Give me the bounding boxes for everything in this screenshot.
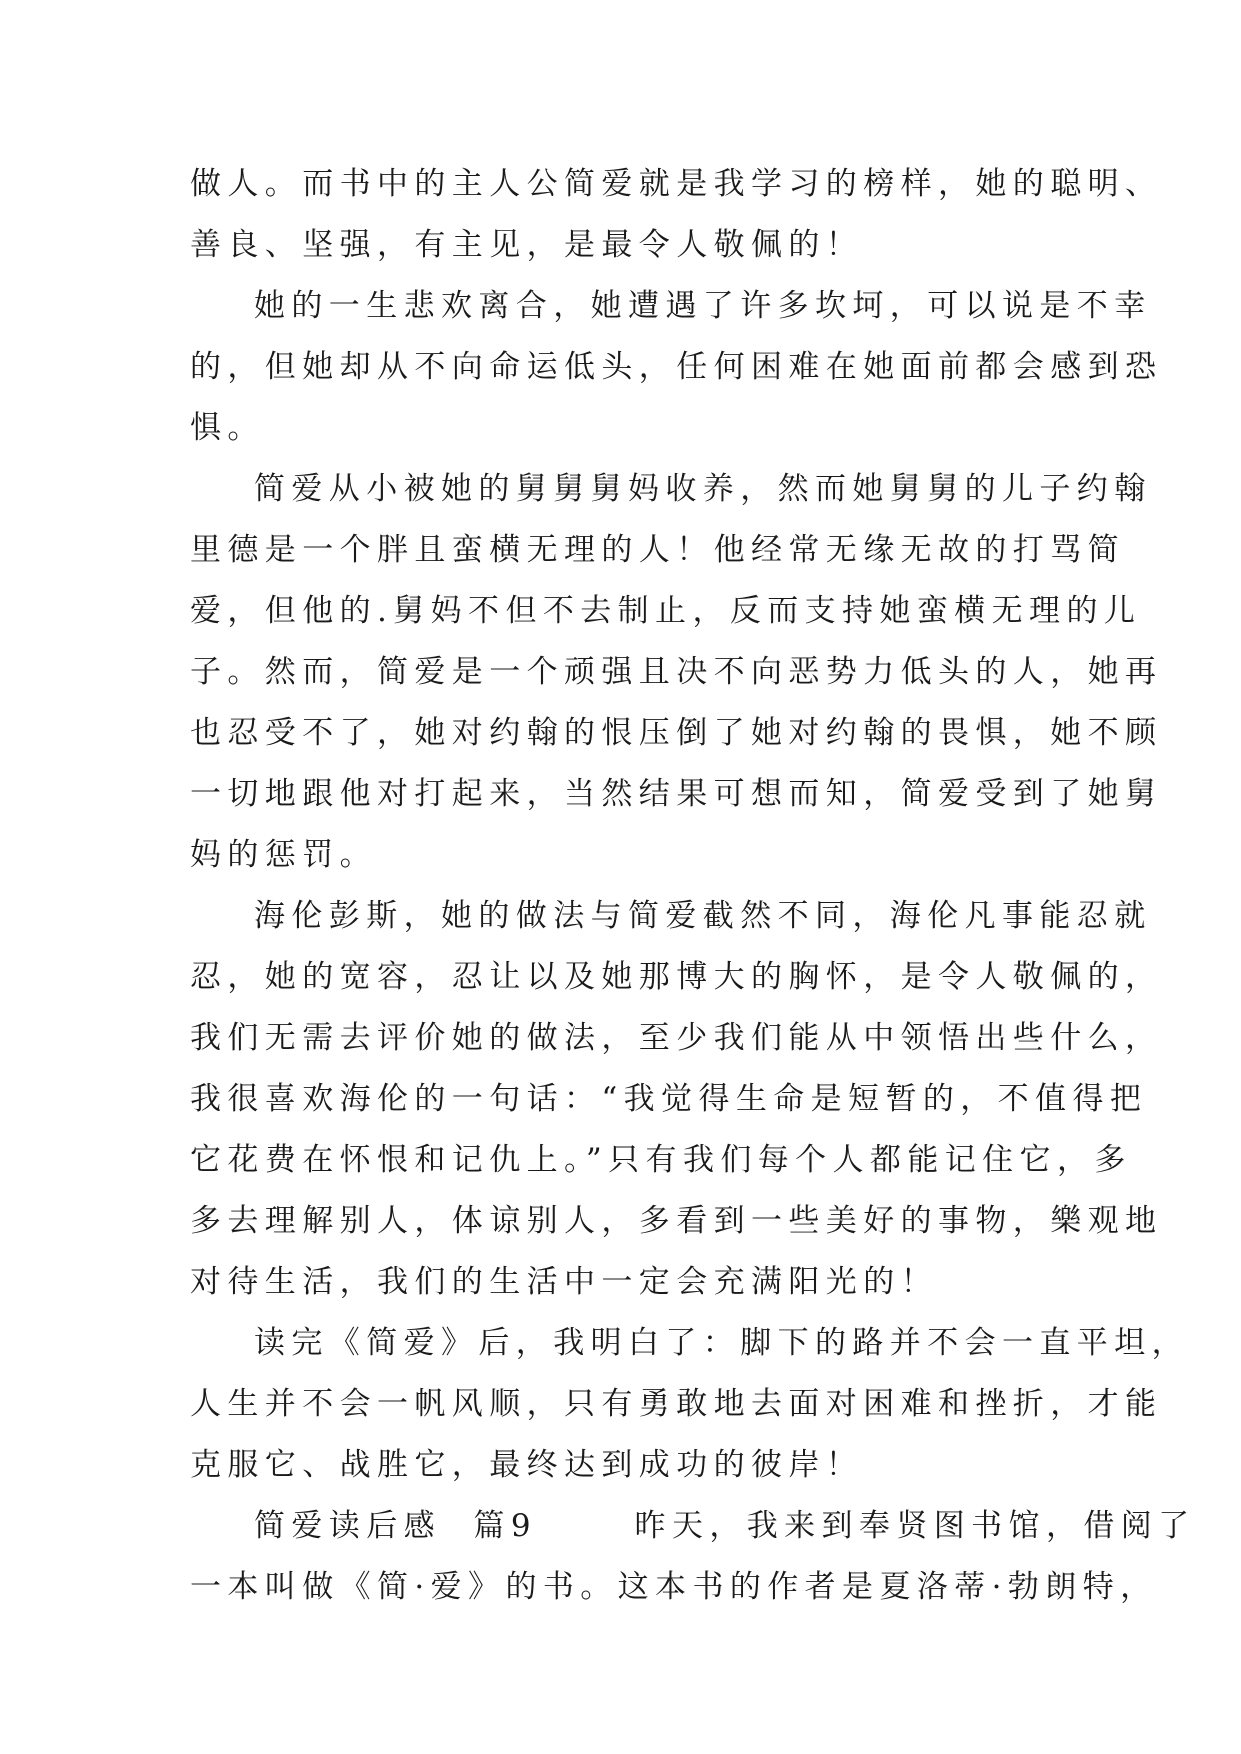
text-line: 妈的惩罚。: [190, 837, 377, 873]
paragraph-5: [190, 1313, 1189, 1496]
text-line: 做人。而书中的主人公简爱就是我学习的榜样，她的聪明、: [190, 166, 1163, 202]
document-body: [190, 154, 1196, 1618]
text-line: 子。然而，简爱是一个顽强且决不向恶势力低头的人，她再: [190, 654, 1163, 690]
text-line: 我很喜欢海伦的一句话：“我觉得生命是短暂的，不值得把: [190, 1081, 1148, 1117]
paragraph-4: [190, 886, 1163, 1313]
text-line: 多去理解别人，体谅别人，多看到一些美好的事物，樂观地: [190, 1203, 1163, 1239]
paragraph-2: [190, 276, 1163, 459]
text-line: 人生并不会一帆风顺，只有勇敢地去面对困难和挫折，才能: [190, 1386, 1163, 1422]
paragraph-3: [190, 459, 1163, 886]
text-line: 简爱从小被她的舅舅舅妈收养，然而她舅舅的儿子约翰: [254, 471, 1152, 507]
text-line: 里德是一个胖且蛮横无理的人！他经常无缘无故的打骂简: [190, 532, 1125, 568]
text-line: 海伦彭斯，她的做法与简爱截然不同，海伦凡事能忍就: [254, 898, 1152, 934]
paragraph-6: [190, 1496, 1196, 1618]
text-line: 善良、坚强，有主见，是最令人敬佩的！: [190, 227, 864, 263]
text-line: 爱，但他的.舅妈不但不去制止，反而支持她蛮横无理的儿: [190, 593, 1142, 629]
text-line: 惧。: [190, 410, 265, 446]
text-line: 简爱读后感 篇9 昨天，我来到奉贤图书馆，借阅了: [254, 1508, 1196, 1544]
text-line: 克服它、战胜它，最终达到成功的彼岸！: [190, 1447, 864, 1483]
text-line: 也忍受不了，她对约翰的恨压倒了她对约翰的畏惧，她不顾: [190, 715, 1163, 751]
text-line: 的，但她却从不向命运低头，任何困难在她面前都会感到恐: [190, 349, 1163, 385]
text-line: 一本叫做《简·爱》的书。这本书的作者是夏洛蒂·勃朗特，: [190, 1569, 1158, 1605]
text-line: 一切地跟他对打起来，当然结果可想而知，简爱受到了她舅: [190, 776, 1163, 812]
text-line: 她的一生悲欢离合，她遭遇了许多坎坷，可以说是不幸: [254, 288, 1152, 324]
paragraph-1: [190, 154, 1163, 276]
text-line: 读完《简爱》后，我明白了：脚下的路并不会一直平坦，: [254, 1325, 1189, 1361]
text-line: 忍，她的宽容，忍让以及她那博大的胸怀，是令人敬佩的，: [190, 959, 1163, 995]
text-line: 我们无需去评价她的做法，至少我们能从中领悟出些什么，: [190, 1020, 1163, 1056]
text-line: 对待生活，我们的生活中一定会充满阳光的！: [190, 1264, 938, 1300]
text-line: 它花费在怀恨和记仇上。”只有我们每个人都能记住它，多: [190, 1142, 1132, 1178]
